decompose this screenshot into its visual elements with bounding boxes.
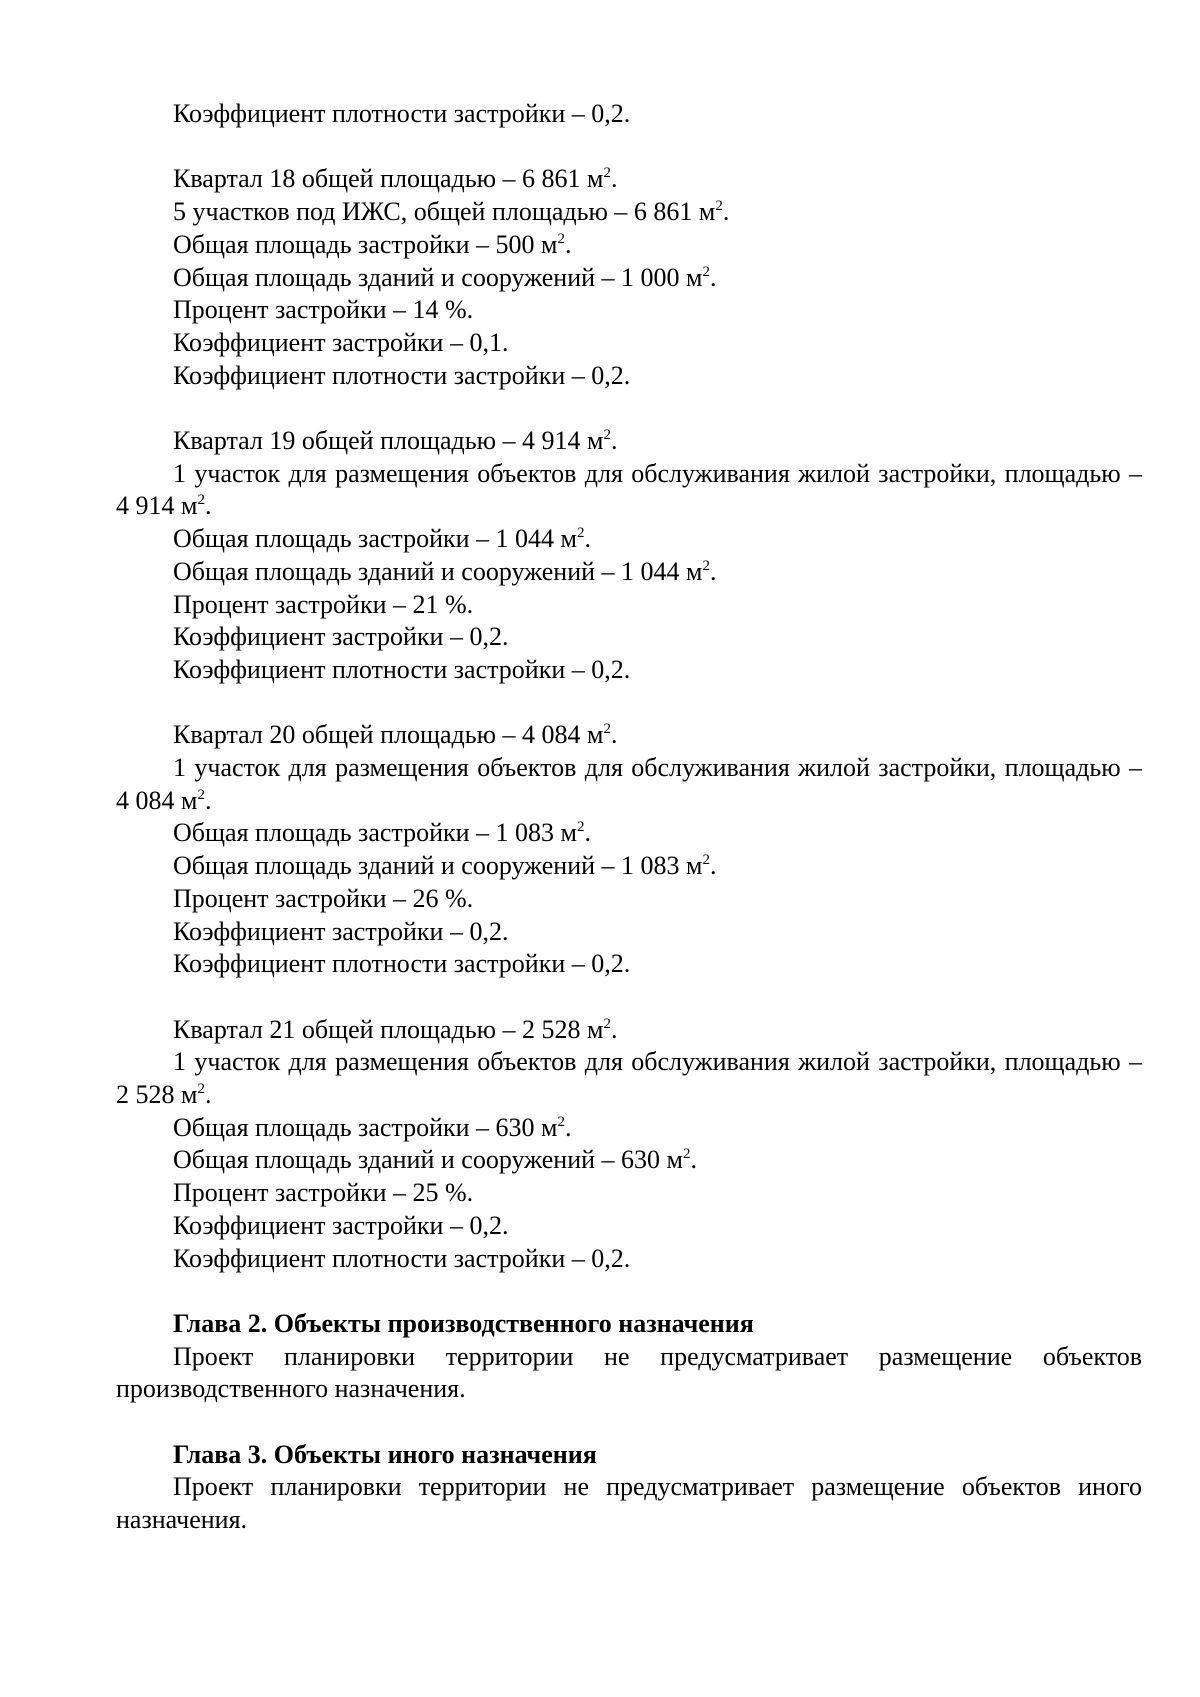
block21-plot-paragraph: 1 участок для размещения объектов для обслуживания жилой застройки, площадью – 2 528 $м^2$.	[116, 1047, 1142, 1110]
block19-building-area-line: Общая площадь застройки – 1 044 $м^2$.	[173, 524, 592, 554]
chapter3-heading: Глава 3. Объекты иного назначения	[173, 1439, 597, 1469]
block21-floor-area-line: Общая площадь зданий и сооружений – 630 $м^2$.	[173, 1145, 697, 1175]
block20-floor-area-line: Общая площадь зданий и сооружений – 1 083 $м^2$.	[173, 851, 717, 881]
spacer	[116, 687, 1142, 720]
block21-area-line: Квартал 21 общей площадью – 2 528 $м^2$.	[173, 1014, 618, 1044]
spacer	[116, 1406, 1142, 1439]
block20-percent-line: Процент застройки – 26 %.	[173, 883, 474, 913]
block18-plots-line: 5 участков под ИЖС, общей площадью – 6 861 $м^2$.	[173, 197, 730, 227]
block18-density-line: Коэффициент плотности застройки – 0,2.	[173, 360, 631, 390]
block20-coefficient-line: Коэффициент застройки – 0,2.	[173, 916, 509, 946]
chapter2-text: Проект планировки территории не предусматривает размещение объектов производственного назначения.	[116, 1341, 1142, 1404]
spacer	[116, 981, 1142, 1014]
block20-area-line: Квартал 20 общей площадью – 4 084 $м^2$.	[173, 720, 618, 750]
chapter3-text: Проект планировки территории не предусматривает размещение объектов иного назначения.	[116, 1472, 1142, 1535]
block18-building-area-line: Общая площадь застройки – 500 $м^2$.	[173, 229, 572, 259]
block19-percent-line: Процент застройки – 21 %.	[173, 589, 474, 619]
block21-coefficient-line: Коэффициент застройки – 0,2.	[173, 1210, 509, 1240]
block21-density-line: Коэффициент плотности застройки – 0,2.	[173, 1243, 631, 1273]
block18-floor-area-line: Общая площадь зданий и сооружений – 1 000 $м^2$.	[173, 262, 717, 292]
block21-percent-line: Процент застройки – 25 %.	[173, 1178, 474, 1208]
block19-coefficient-line: Коэффициент застройки – 0,2.	[173, 622, 509, 652]
block18-area-line: Квартал 18 общей площадью – 6 861 $м^2$.	[173, 164, 618, 194]
block18-coefficient-line: Коэффициент застройки – 0,1.	[173, 327, 509, 357]
block19-plot-paragraph: 1 участок для размещения объектов для обслуживания жилой застройки, площадью – 4 914 $м^2$.	[116, 458, 1142, 521]
chapter2-heading: Глава 2. Объекты производственного назначения	[173, 1308, 754, 1338]
block19-density-line: Коэффициент плотности застройки – 0,2.	[173, 654, 631, 684]
block20-density-line: Коэффициент плотности застройки – 0,2.	[173, 949, 631, 979]
spacer	[116, 392, 1142, 425]
spacer	[116, 131, 1142, 164]
intro-density-line: Коэффициент плотности застройки – 0,2.	[173, 99, 631, 128]
block18-percent-line: Процент застройки – 14 %.	[173, 295, 474, 325]
block19-floor-area-line: Общая площадь зданий и сооружений – 1 044 $м^2$.	[173, 556, 717, 586]
block21-building-area-line: Общая площадь застройки – 630 $м^2$.	[173, 1112, 572, 1142]
document-body	[116, 98, 1142, 1537]
block20-plot-paragraph: 1 участок для размещения объектов для обслуживания жилой застройки, площадью – 4 084 $м^2$.	[116, 753, 1142, 815]
spacer	[116, 1275, 1142, 1308]
block20-building-area-line: Общая площадь застройки – 1 083 $м^2$.	[173, 818, 592, 848]
block19-area-line: Квартал 19 общей площадью – 4 914 $м^2$.	[173, 426, 618, 455]
